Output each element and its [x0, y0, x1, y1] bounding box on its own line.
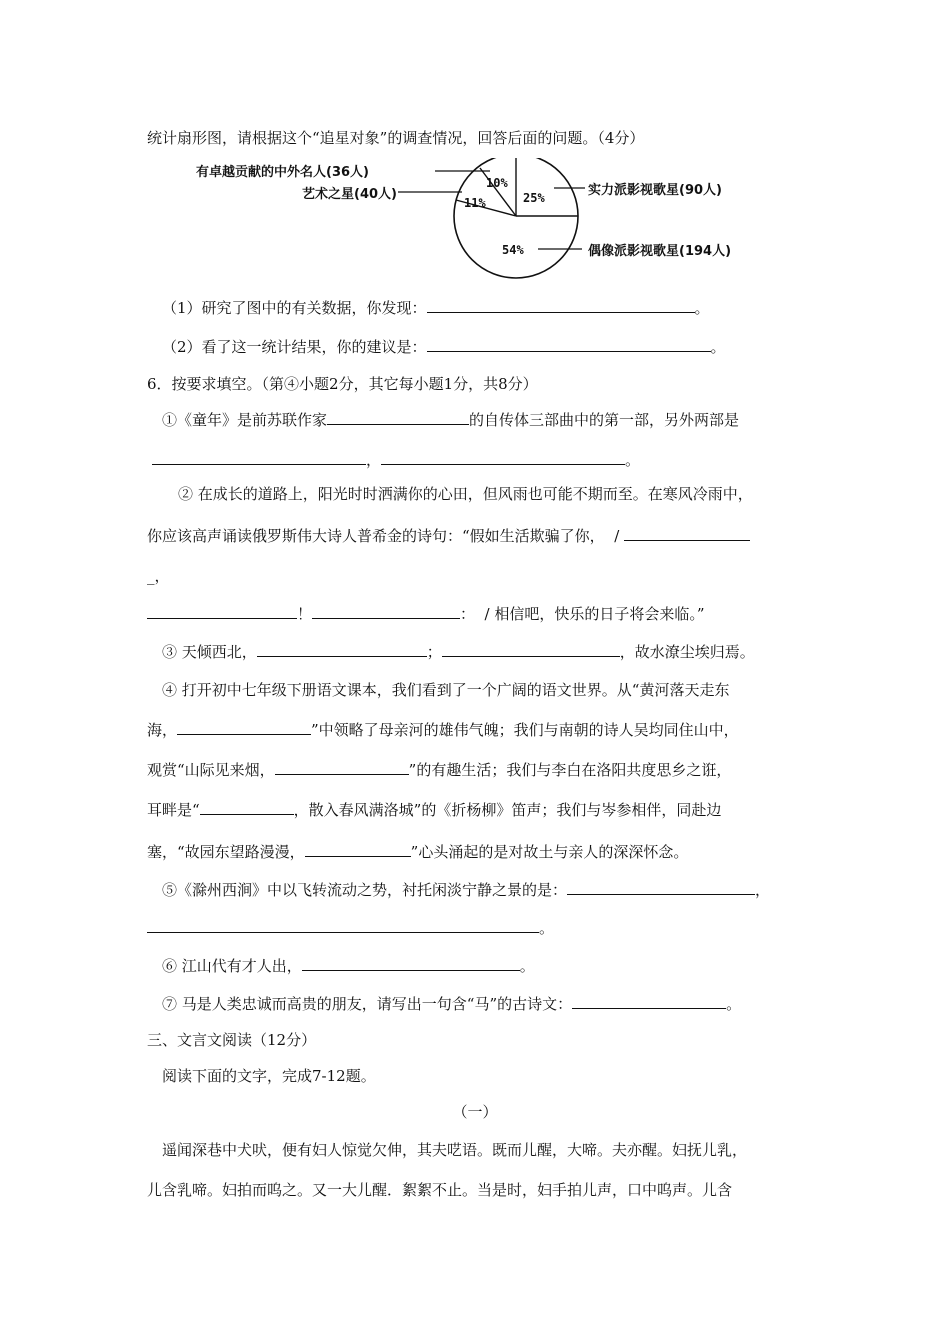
q6-1-c: ，: [366, 451, 382, 469]
q6-3-b: ；: [426, 643, 442, 661]
q6-4-blank2[interactable]: [275, 760, 409, 775]
label-art: 艺术之星(40人): [302, 187, 397, 202]
label-idol: 偶像派影视歌星(194人): [588, 244, 732, 259]
q6-1-blank3[interactable]: [381, 450, 625, 465]
q6-6-blank[interactable]: [302, 956, 520, 971]
sec3-para-2: 儿含乳啼。妇拍而呜之。又一大儿醒．絮絮不止。当是时，妇手拍儿声，口中呜声。儿含: [147, 1181, 733, 1199]
q6-4-line3: [147, 760, 731, 780]
q6-4-d: 观赏“山际见来烟，: [147, 761, 275, 779]
q6-2-d: ！: [297, 605, 313, 623]
q6-4-line2: [147, 720, 739, 740]
q6-1-a: ①《童年》是前苏联作家: [162, 411, 328, 429]
q6-4-h: 塞，“故园东望路漫漫，: [147, 843, 305, 861]
q6-3: [162, 642, 755, 662]
q6-4-line4: [147, 800, 721, 820]
q6-6-b: 。: [519, 957, 535, 975]
q5-1-blank[interactable]: [427, 298, 695, 313]
q5-2: [162, 337, 726, 357]
q6-4-line5: [147, 842, 688, 862]
q6-2-line3: _，: [147, 567, 170, 585]
q6-7-blank[interactable]: [572, 994, 726, 1009]
q5-2-text: （2）看了这一统计结果，你的建议是：: [162, 338, 427, 356]
q6-6-a: ⑥ 江山代有才人出，: [162, 957, 302, 975]
q6-5-line1: [162, 880, 770, 900]
q6-1-blank2[interactable]: [152, 450, 366, 465]
pct-famous: 10%: [486, 176, 508, 190]
q6-1-line2: [152, 450, 640, 470]
q6-2-blank2[interactable]: [147, 604, 297, 619]
q6-1-line1: [162, 410, 739, 430]
q5-2-end: 。: [710, 338, 726, 356]
q6-2-blank3[interactable]: [312, 604, 460, 619]
q6-4-e: ”的有趣生活；我们与李白在洛阳共度思乡之诳，: [408, 761, 732, 779]
pct-idol: 54%: [502, 243, 524, 257]
q5-1-end: 。: [694, 299, 710, 317]
sec3-title: 三、文言文阅读（12分）: [147, 1031, 317, 1049]
q6-4-blank1[interactable]: [177, 720, 311, 735]
q6-2-line4: [147, 604, 705, 624]
q6-6: [162, 956, 535, 976]
q6-2-line2: [147, 526, 750, 546]
label-strength: 实力派影视歌星(90人): [588, 183, 722, 198]
pie-chart: [190, 158, 770, 298]
q6-2-b: 你应该高声诵读俄罗斯伟大诗人普希金的诗句：“假如生活欺骗了你， /: [147, 527, 620, 545]
q6-3-c: ，故水潦尘埃归焉。: [619, 643, 755, 661]
q6-3-blank2[interactable]: [442, 642, 620, 657]
q6-7-a: ⑦ 马是人类忠诚而高贵的朋友，请写出一句含“马”的古诗文：: [162, 995, 573, 1013]
q5-2-blank[interactable]: [427, 337, 711, 352]
q6-4-line1: ④ 打开初中七年级下册语文课本，我们看到了一个广阔的语文世界。从“黄河落天走东: [162, 681, 730, 699]
q6-5-a: ⑤《滁州西涧》中以飞转流动之势，衬托闲淡宁静之景的是：: [162, 881, 568, 899]
q6-2-blank1[interactable]: [624, 526, 750, 541]
q6-4-f: 耳畔是“: [147, 801, 200, 819]
q6-1-blank1[interactable]: [327, 410, 469, 425]
q6-4-blank3[interactable]: [200, 800, 294, 815]
q6-1-d: 。: [625, 451, 641, 469]
label-famous: 有卓越贡献的中外名人(36人): [196, 165, 369, 180]
pct-art: 11%: [464, 196, 486, 210]
q6-7: [162, 994, 741, 1014]
q6-title: 6．按要求填空。（第④小题2分，其它每小题1分，共8分）: [147, 375, 538, 393]
q6-4-b: 海，: [147, 721, 178, 739]
sec3-part: （一）: [452, 1103, 498, 1121]
q6-5-line2: [147, 918, 554, 938]
q5-1-text: （1）研究了图中的有关数据，你发现：: [162, 299, 427, 317]
q6-4-g: ，散入春风满洛城”的《折杨柳》笛声；我们与岑参相伴，同赴边: [293, 801, 722, 819]
sec3-instr: 阅读下面的文字，完成7-12题。: [162, 1067, 376, 1085]
q6-3-blank1[interactable]: [257, 642, 427, 657]
q6-1-b: 的自传体三部曲中的第一部，另外两部是: [469, 411, 740, 429]
q6-2-line1: ② 在成长的道路上，阳光时时洒满你的心田，但风雨也可能不期而至。在寒风冷雨中，: [178, 485, 753, 503]
q6-5-b: ，: [755, 881, 771, 899]
q6-5-c: 。: [539, 919, 555, 937]
q6-3-a: ③ 天倾西北，: [162, 643, 257, 661]
q6-4-c: ”中领略了母亲河的雄伟气魄；我们与南朝的诗人吴均同住山中，: [311, 721, 739, 739]
q6-5-blank1[interactable]: [567, 880, 755, 895]
q6-5-blank2[interactable]: [147, 918, 539, 933]
sec3-para-1: 遥闻深巷中犬吠，便有妇人惊觉欠伸，其夫呓语。既而儿醒，大啼。夫亦醒。妇抚儿乳，: [162, 1141, 748, 1159]
intro-text: 统计扇形图，请根据这个“追星对象”的调查情况，回答后面的问题。（4分）: [147, 129, 645, 147]
q6-4-i: ”心头涌起的是对故土与亲人的深深怀念。: [410, 843, 689, 861]
pct-strength: 25%: [523, 191, 545, 205]
q6-7-b: 。: [726, 995, 742, 1013]
q5-1: [162, 298, 710, 318]
q6-4-blank4[interactable]: [305, 842, 411, 857]
q6-2-e: ： / 相信吧，快乐的日子将会来临。”: [460, 605, 705, 623]
